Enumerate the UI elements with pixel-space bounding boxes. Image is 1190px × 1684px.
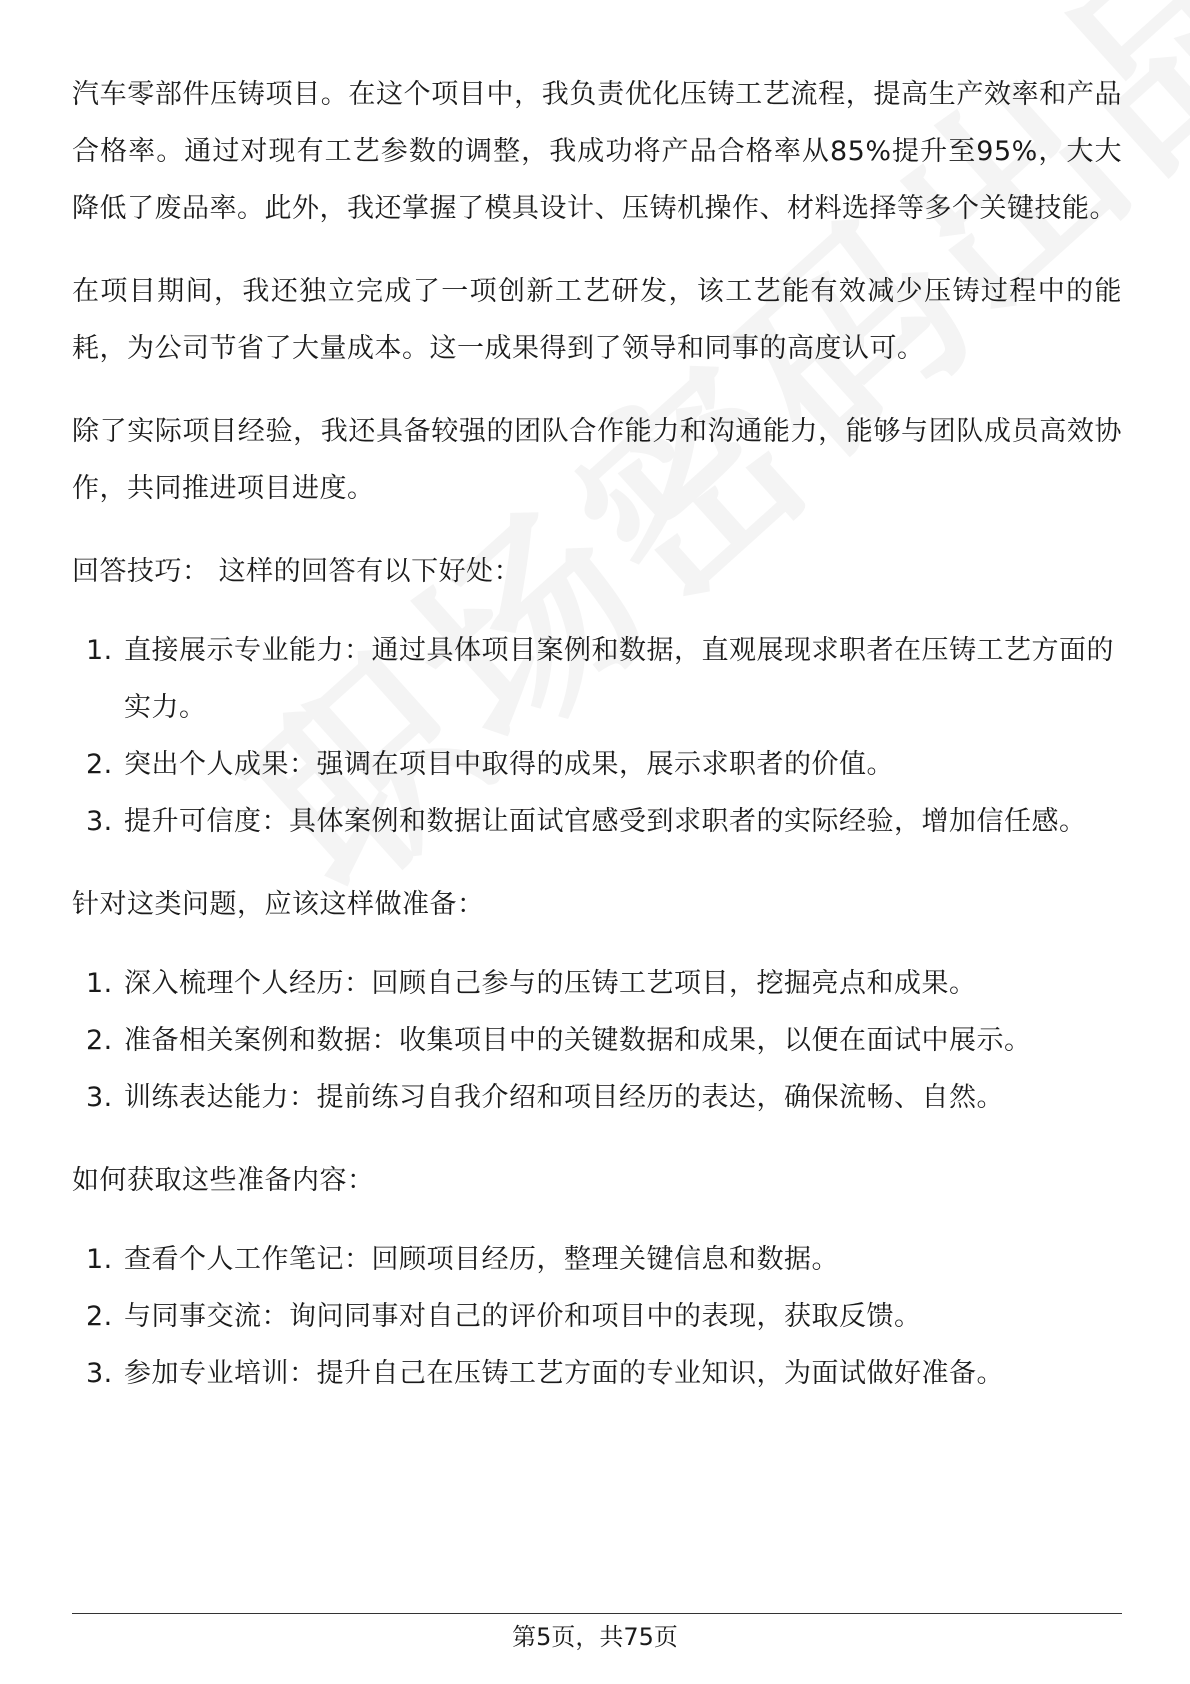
list-number: 3. <box>86 1082 113 1113</box>
list-number: 1. <box>86 635 113 666</box>
list-number: 2. <box>86 749 113 780</box>
prep-label: 针对这类问题，应该这样做准备： <box>72 889 485 920</box>
list-text: 准备相关案例和数据：收集项目中的关键数据和成果，以便在面试中展示。 <box>124 1025 1032 1056</box>
tips-list <box>72 622 1122 850</box>
list-text: 与同事交流：询问同事对自己的评价和项目中的表现，获取反馈。 <box>124 1301 922 1332</box>
prep-list <box>72 955 1122 1126</box>
paragraph-project-experience: 汽车零部件压铸项目。在这个项目中，我负责优化压铸工艺流程，提高生产效率和产品合格率。通过对现有工艺参数的调整，我成功将产品合格率从85%提升至95%，大大降低了废品率。此外，我还掌握了模具设计、压铸机操作、材料选择等多个关键技能。 <box>72 79 1122 224</box>
list-item <box>72 1231 1122 1288</box>
tips-label: 回答技巧： 这样的回答有以下好处： <box>72 556 522 587</box>
list-text: 参加专业培训：提升自己在压铸工艺方面的专业知识，为面试做好准备。 <box>124 1358 1004 1389</box>
list-text: 直接展示专业能力：通过具体项目案例和数据，直观展现求职者在压铸工艺方面的实力。 <box>124 635 1114 723</box>
list-number: 3. <box>86 806 113 837</box>
list-number: 2. <box>86 1301 113 1332</box>
sources-label: 如何获取这些准备内容： <box>72 1165 375 1196</box>
list-item <box>72 1288 1122 1345</box>
document-body <box>72 66 1122 1428</box>
list-text: 深入梳理个人经历：回顾自己参与的压铸工艺项目，挖掘亮点和成果。 <box>124 968 977 999</box>
page-number: 第5页，共75页 <box>512 1623 678 1651</box>
sources-list <box>72 1231 1122 1402</box>
list-item <box>72 955 1122 1012</box>
list-item <box>72 1345 1122 1402</box>
paragraph-innovation: 在项目期间，我还独立完成了一项创新工艺研发，该工艺能有效减少压铸过程中的能耗，为公司节省了大量成本。这一成果得到了领导和同事的高度认可。 <box>72 276 1122 364</box>
footer-divider <box>72 1613 1122 1614</box>
list-text: 提升可信度：具体案例和数据让面试官感受到求职者的实际经验，增加信任感。 <box>124 806 1087 837</box>
list-number: 3. <box>86 1358 113 1389</box>
paragraph-teamwork: 除了实际项目经验，我还具备较强的团队合作能力和沟通能力，能够与团队成员高效协作，共同推进项目进度。 <box>72 416 1122 504</box>
list-item <box>72 622 1122 736</box>
list-item <box>72 1069 1122 1126</box>
list-text: 训练表达能力：提前练习自我介绍和项目经历的表达，确保流畅、自然。 <box>124 1082 1004 1113</box>
list-text: 突出个人成果：强调在项目中取得的成果，展示求职者的价值。 <box>124 749 894 780</box>
list-number: 1. <box>86 1244 113 1275</box>
list-number: 2. <box>86 1025 113 1056</box>
list-item <box>72 793 1122 850</box>
list-item <box>72 736 1122 793</box>
list-item <box>72 1012 1122 1069</box>
list-number: 1. <box>86 968 113 999</box>
list-text: 查看个人工作笔记：回顾项目经历，整理关键信息和数据。 <box>124 1244 839 1275</box>
